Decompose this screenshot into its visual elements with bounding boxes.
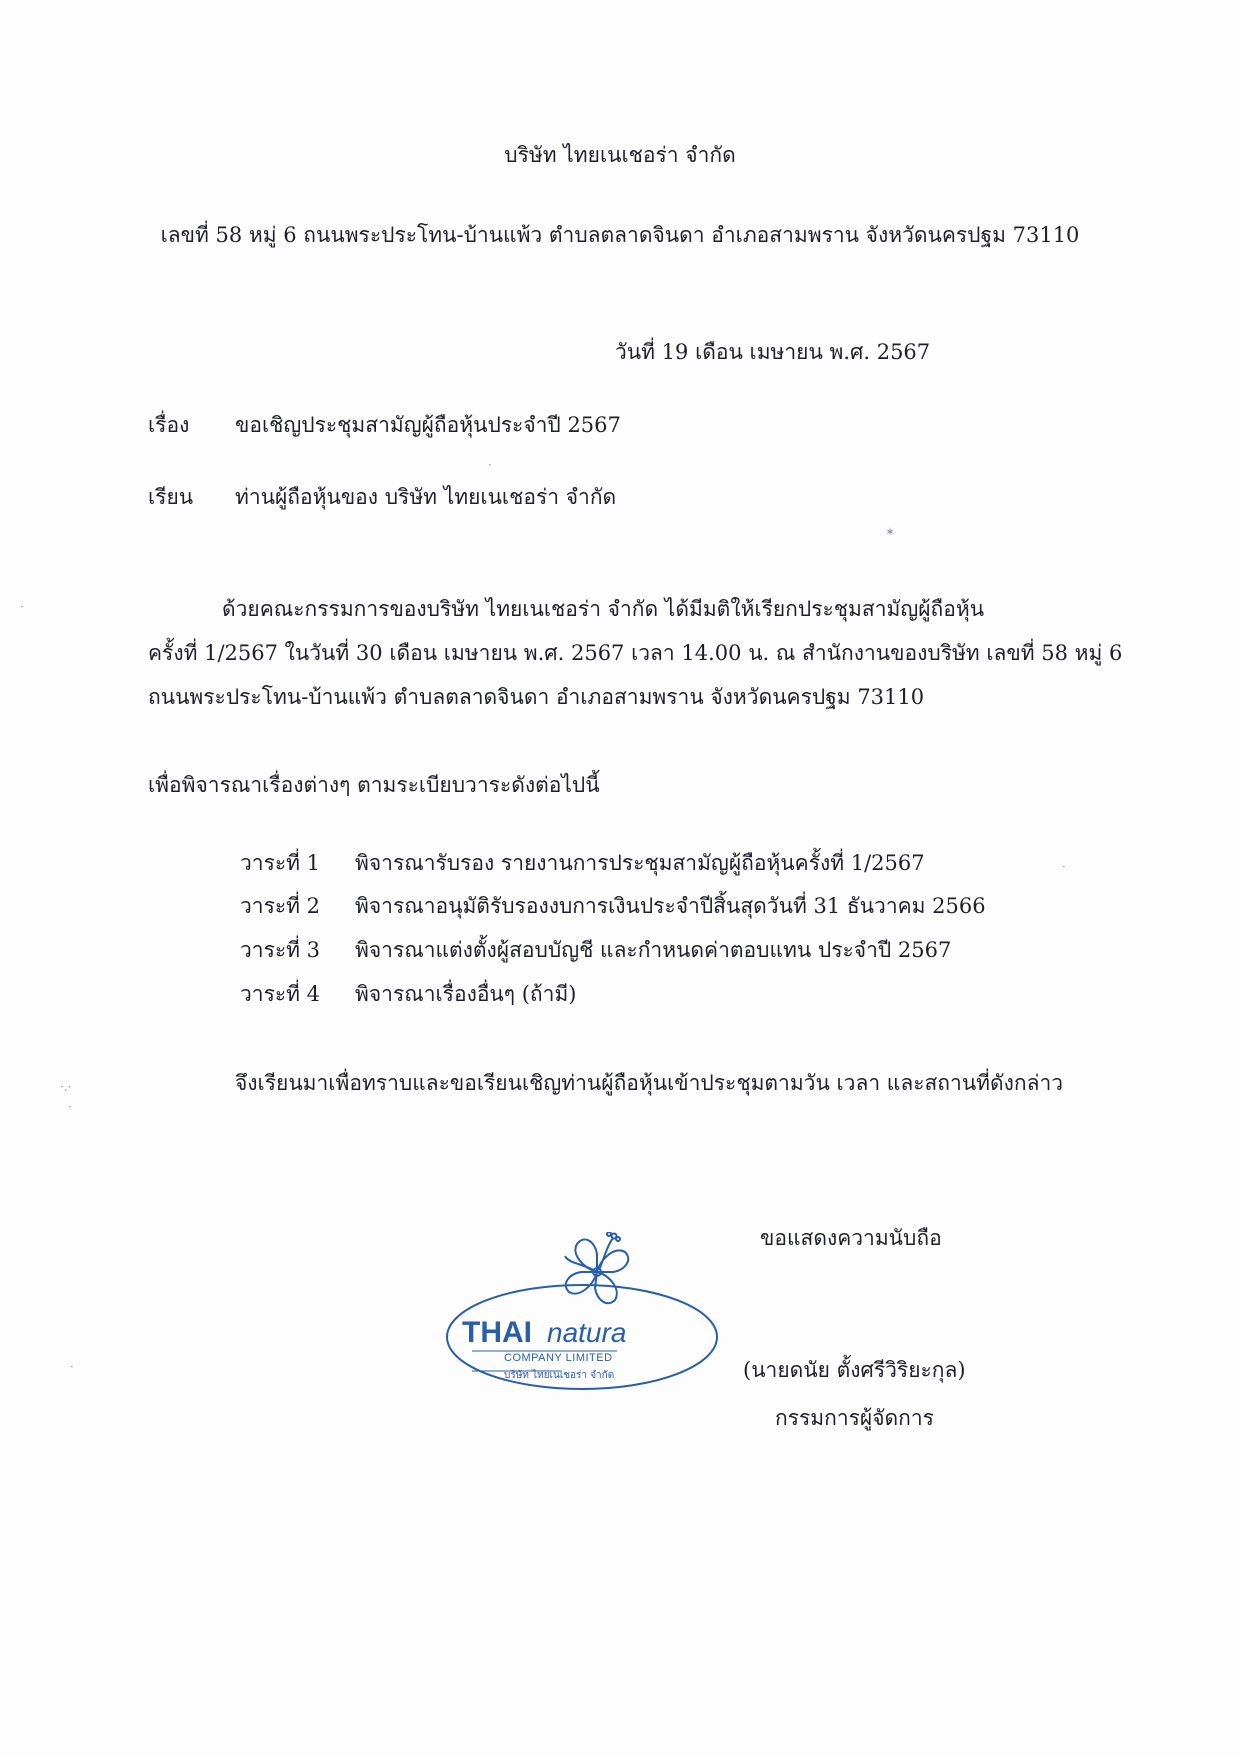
agenda-item-number: วาระที่ 4 [240, 982, 321, 1006]
scan-speck: ✶ [885, 525, 896, 539]
recipient-label: เรียน [148, 485, 194, 509]
agenda-item-text: พิจารณารับรอง รายงานการประชุมสามัญผู้ถือหุ้นครั้งที่ 1/2567 [355, 851, 925, 875]
agenda-item-number: วาระที่ 3 [240, 938, 321, 962]
stamp-company-th: บริษัท ไทยเนเชอร่า จำกัด [504, 1370, 615, 1381]
body-line-2: ครั้งที่ 1/2567 ในวันที่ 30 เดือน เมษายน พ.ศ. 2567 เวลา 14.00 น. ณ สำนักงานของบริษัท เลขที่ 58 หมู่ 6 [148, 641, 1123, 665]
scan-speck: · [1062, 860, 1066, 874]
closing-statement: จึงเรียนมาเพื่อทราบและขอเรียนเชิญท่านผู้ถือหุ้นเข้าประชุมตามวัน เวลา และสถานที่ดังกล่าว [235, 1071, 1064, 1095]
body-line-1: ด้วยคณะกรรมการของบริษัท ไทยเนเชอร่า จำกัด ได้มีมติให้เรียกประชุมสามัญผู้ถือหุ้น [222, 597, 985, 621]
agenda-intro: เพื่อพิจารณาเรื่องต่างๆ ตามระเบียบวาระดังต่อไปนี้ [148, 773, 600, 797]
stamp-brand-bold: THAI [462, 1316, 532, 1349]
agenda-item-number: วาระที่ 2 [240, 894, 321, 918]
agenda-item-number: วาระที่ 1 [240, 851, 321, 875]
company-address: เลขที่ 58 หมู่ 6 ถนนพระประโทน-บ้านแพ้ว ตำบลตลาดจินดา อำเภอสามพราน จังหวัดนครปฐม 73110 [160, 223, 1080, 247]
recipient-value: ท่านผู้ถือหุ้นของ บริษัท ไทยเนเชอร่า จำกัด [235, 485, 617, 509]
scan-speck: ·.· [60, 1080, 72, 1094]
subject-value: ขอเชิญประชุมสามัญผู้ถือหุ้นประจำปี 2567 [235, 413, 621, 437]
scan-speck: · [68, 1100, 72, 1114]
scan-speck: · [20, 600, 24, 614]
subject-label: เรื่อง [148, 413, 190, 437]
scan-speck: · [70, 1360, 74, 1374]
signature-closing: ขอแสดงความนับถือ [760, 1226, 942, 1250]
signatory-title: กรรมการผู้จัดการ [775, 1406, 934, 1430]
stamp-company-en: COMPANY LIMITED [504, 1352, 613, 1364]
stamp-brand-italic: natura [547, 1317, 627, 1348]
agenda-item-text: พิจารณาเรื่องอื่นๆ (ถ้ามี) [355, 982, 577, 1006]
hibiscus-flower-icon [565, 1232, 628, 1303]
company-stamp [442, 1232, 722, 1392]
letter-date: วันที่ 19 เดือน เมษายน พ.ศ. 2567 [615, 340, 931, 364]
agenda-item-text: พิจารณาอนุมัติรับรองงบการเงินประจำปีสิ้นสุดวันที่ 31 ธันวาคม 2566 [355, 894, 986, 918]
scan-speck: · [488, 458, 492, 472]
signatory-name: (นายดนัย ตั้งศรีวิริยะกุล) [743, 1358, 966, 1382]
company-name: บริษัท ไทยเนเชอร่า จำกัด [504, 143, 736, 167]
body-line-3: ถนนพระประโทน-บ้านแพ้ว ตำบลตลาดจินดา อำเภอสามพราน จังหวัดนครปฐม 73110 [148, 685, 925, 709]
agenda-item-text: พิจารณาแต่งตั้งผู้สอบบัญชี และกำหนดค่าตอบแทน ประจำปี 2567 [355, 938, 952, 962]
